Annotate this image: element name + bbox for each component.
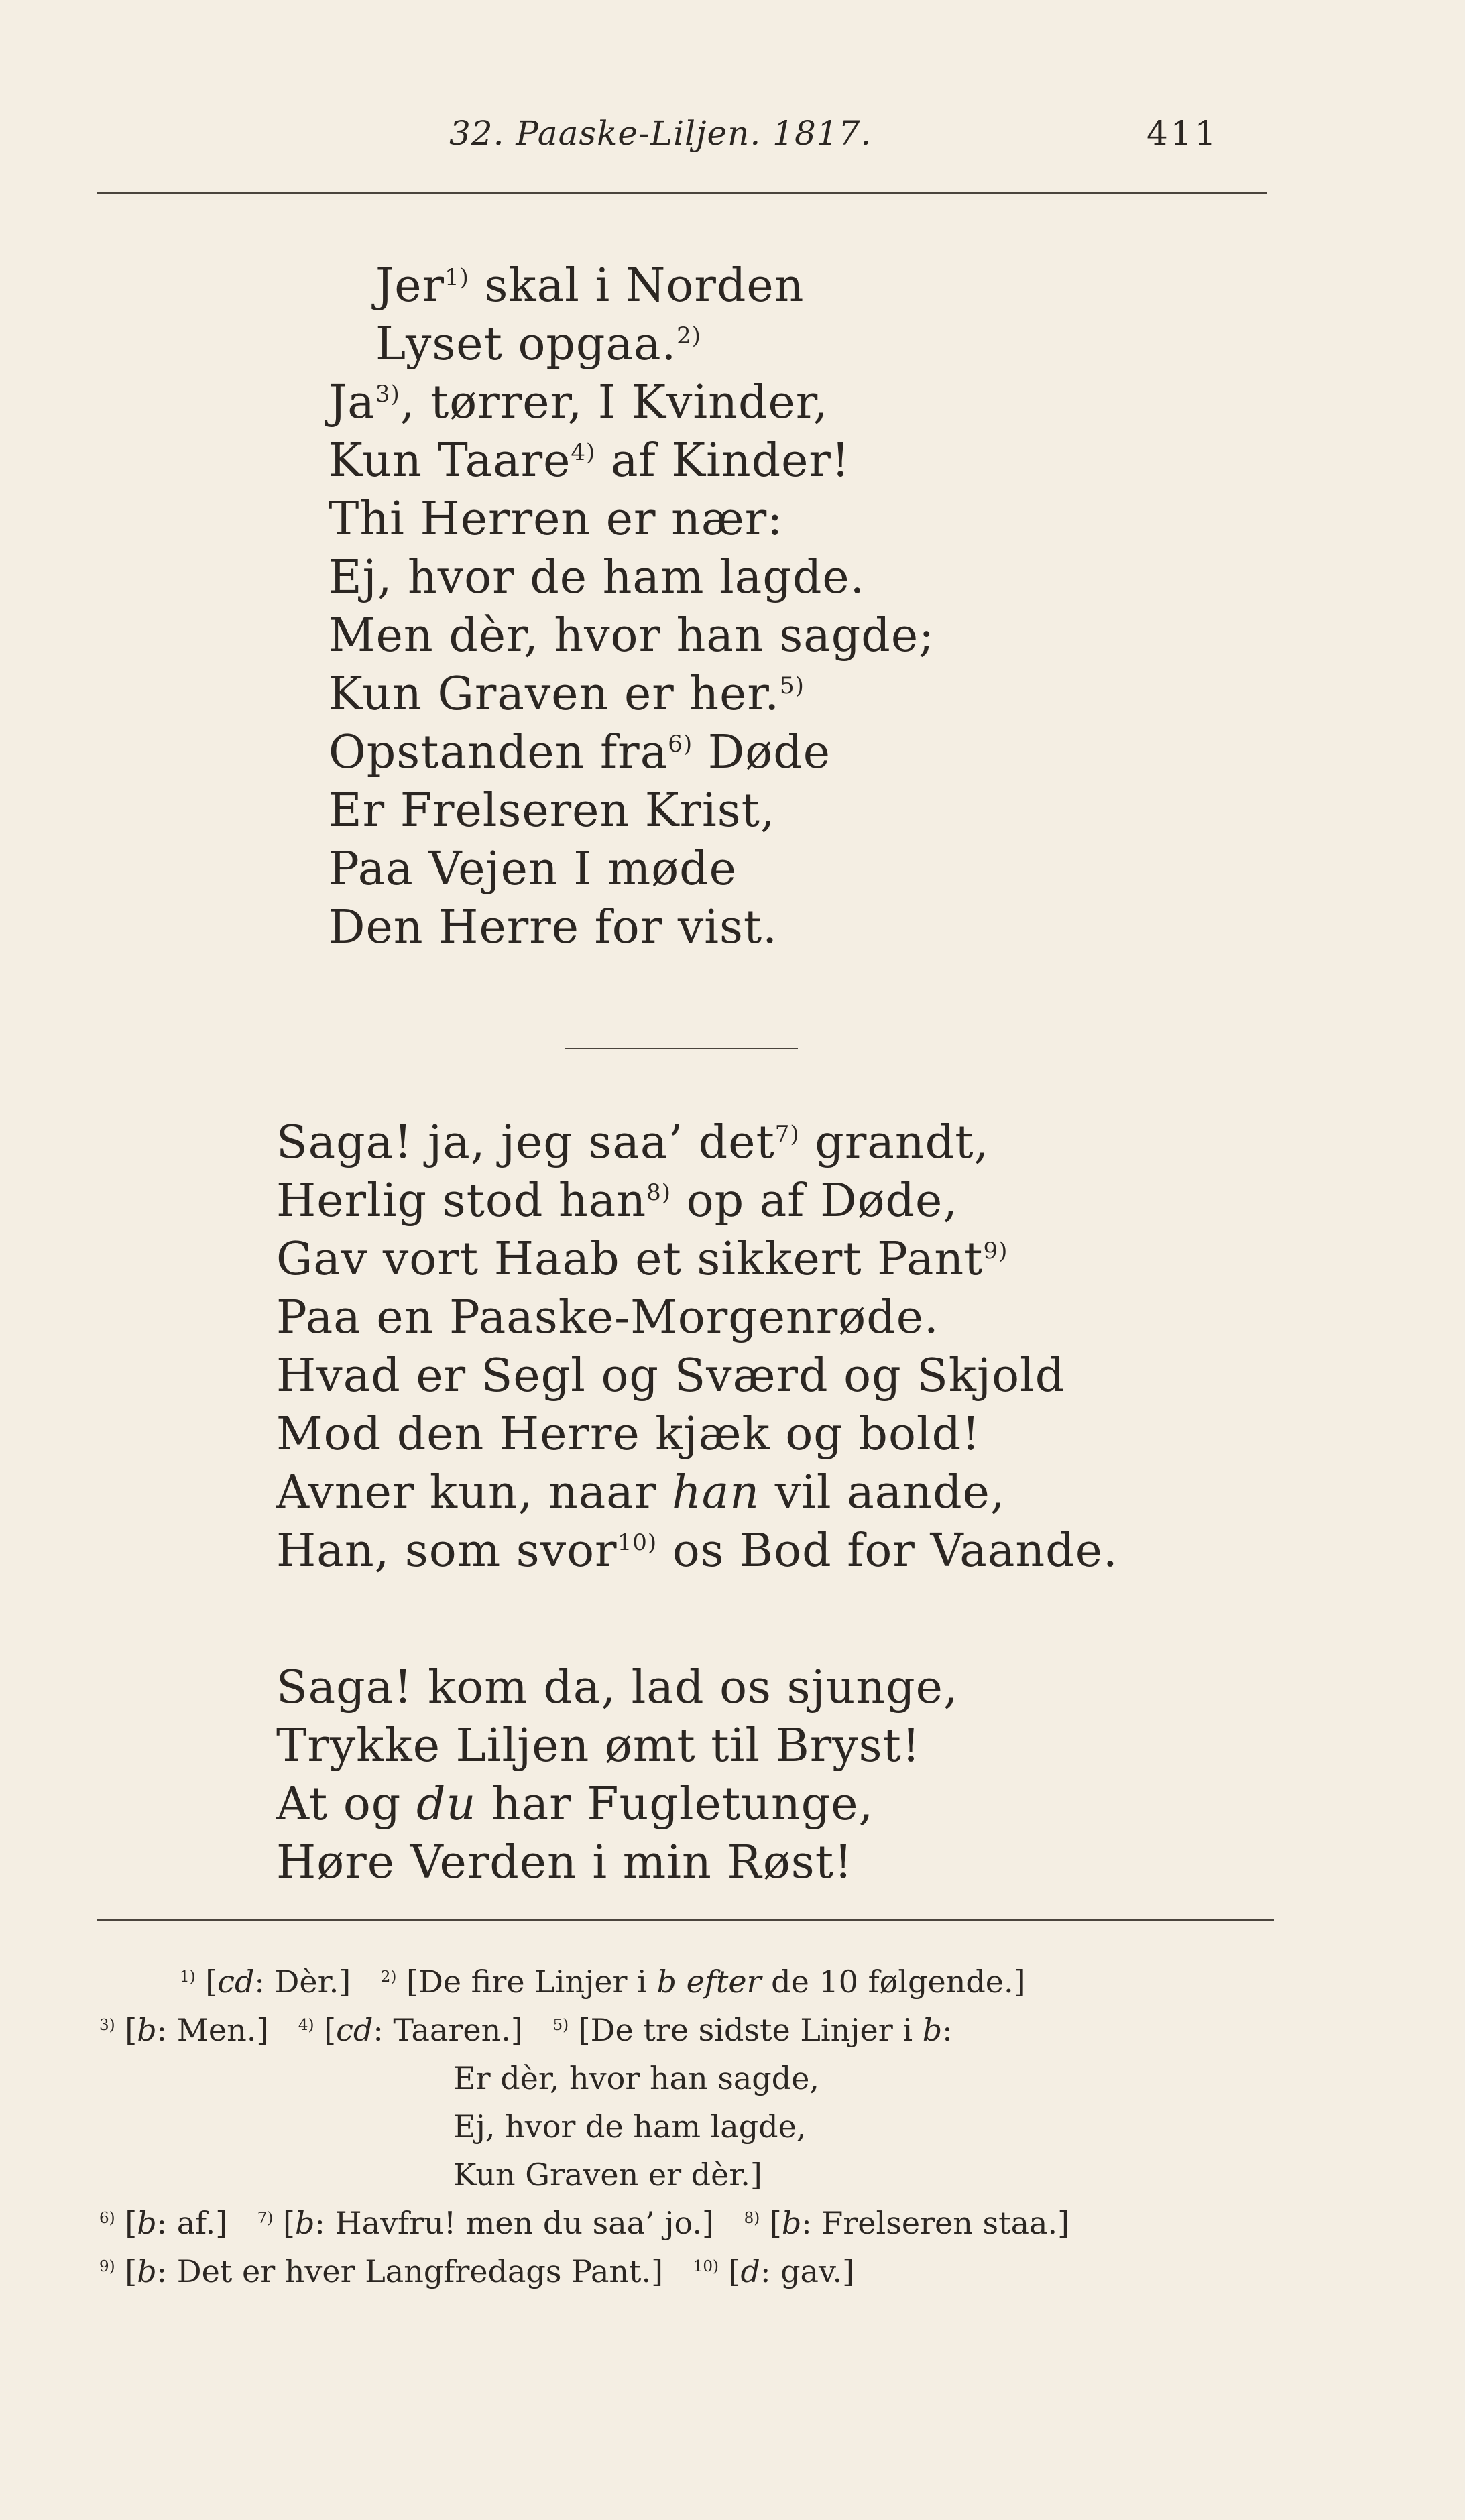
verse-line: Thi Herren er nær:: [329, 493, 784, 546]
verse-line: Kun Taare$^{4)}$ af Kinder!: [329, 434, 851, 487]
verse-line: Saga! ja, jeg saa’ $\det^{7)}$ grandt,: [276, 1116, 990, 1169]
verse-line: Den Herre for vist.: [329, 901, 778, 954]
verse-line: Trykke Liljen ømt til Bryst!: [276, 1720, 921, 1773]
verse-line: Jer$^{1)}$ skal i Norden: [375, 259, 805, 312]
verse-line: Kun Graven er her.$^{5)}$: [329, 668, 805, 721]
stanza-1: [329, 257, 935, 957]
header-rule: [97, 192, 1267, 194]
footnote-row: $^{6)}$ [b: af.] $^{7)}$ [b: Havfru! men du saa’ jo.] $^{8)}$ [b: Frelseren staa.]: [99, 2205, 1070, 2241]
verse-line: Saga! kom da, lad os sjunge,: [276, 1661, 959, 1714]
verse-line: Herlig stod han$^{8)}$ op af Døde,: [276, 1175, 958, 1227]
footnote-quote-line: Kun Graven er dèr.]: [453, 2157, 762, 2193]
verse-line: At og du har Fugletunge,: [276, 1778, 874, 1831]
footnote-row: $^{9)}$ [b: Det er hver Langfredags Pant.] $^{10)}$ [d: gav.]: [99, 2253, 855, 2289]
verse-line: Paa en Paaske-Morgenrøde.: [276, 1291, 939, 1344]
footnote-rule: [97, 1919, 1274, 1921]
verse-line: Ej, hvor de ham lagde.: [329, 551, 866, 604]
verse-line: Ja$^{3)}$, tørrer, I Kvinder,: [329, 376, 829, 429]
verse-line: Mod den Herre kjæk og bold!: [276, 1408, 981, 1461]
section-divider: [565, 1048, 798, 1049]
verse-line: Opstanden fra$^{6)}$ Døde: [329, 726, 831, 779]
verse-line: Hvad er Segl og Sværd og Skjold: [276, 1349, 1065, 1402]
footnote-row: $^{3)}$ [b: Men.] $^{4)}$ [cd: Taaren.] $^{5)}$ [De tre sidste Linjer i b:: [99, 2012, 953, 2048]
verse-line: Men dèr, hvor han sagde;: [329, 609, 935, 662]
verse-line: Lyset opgaa.$^{2)}$: [375, 318, 702, 371]
footnote-quote-line: Ej, hvor de ham lagde,: [453, 2108, 807, 2145]
footnote-quote-line: Er dèr, hvor han sagde,: [453, 2060, 820, 2096]
stanza-3: [276, 1659, 959, 1892]
verse-line: Høre Verden i min Røst!: [276, 1836, 854, 1889]
footnote-row: $^{1)}$ [cd: Dèr.] $^{2)}$ [De fire Linjer i b efter de 10 følgende.]: [180, 1964, 1026, 2000]
verse-line: Paa Vejen I møde: [329, 843, 737, 896]
running-title: 32. Paaske-Liljen. 1817.: [449, 114, 872, 153]
page-number: 411: [1147, 114, 1219, 153]
verse-line: Gav vort Haab et sikkert Pant$^{9)}$: [276, 1233, 1008, 1286]
stanza-2: [276, 1114, 1118, 1580]
footnotes: [99, 1958, 1279, 2295]
verse-line: Han, som svor$^{10)}$ os Bod for Vaande.: [276, 1524, 1118, 1577]
verse-line: Er Frelseren Krist,: [329, 784, 776, 837]
verse-line: Avner kun, naar han vil aande,: [276, 1466, 1006, 1519]
